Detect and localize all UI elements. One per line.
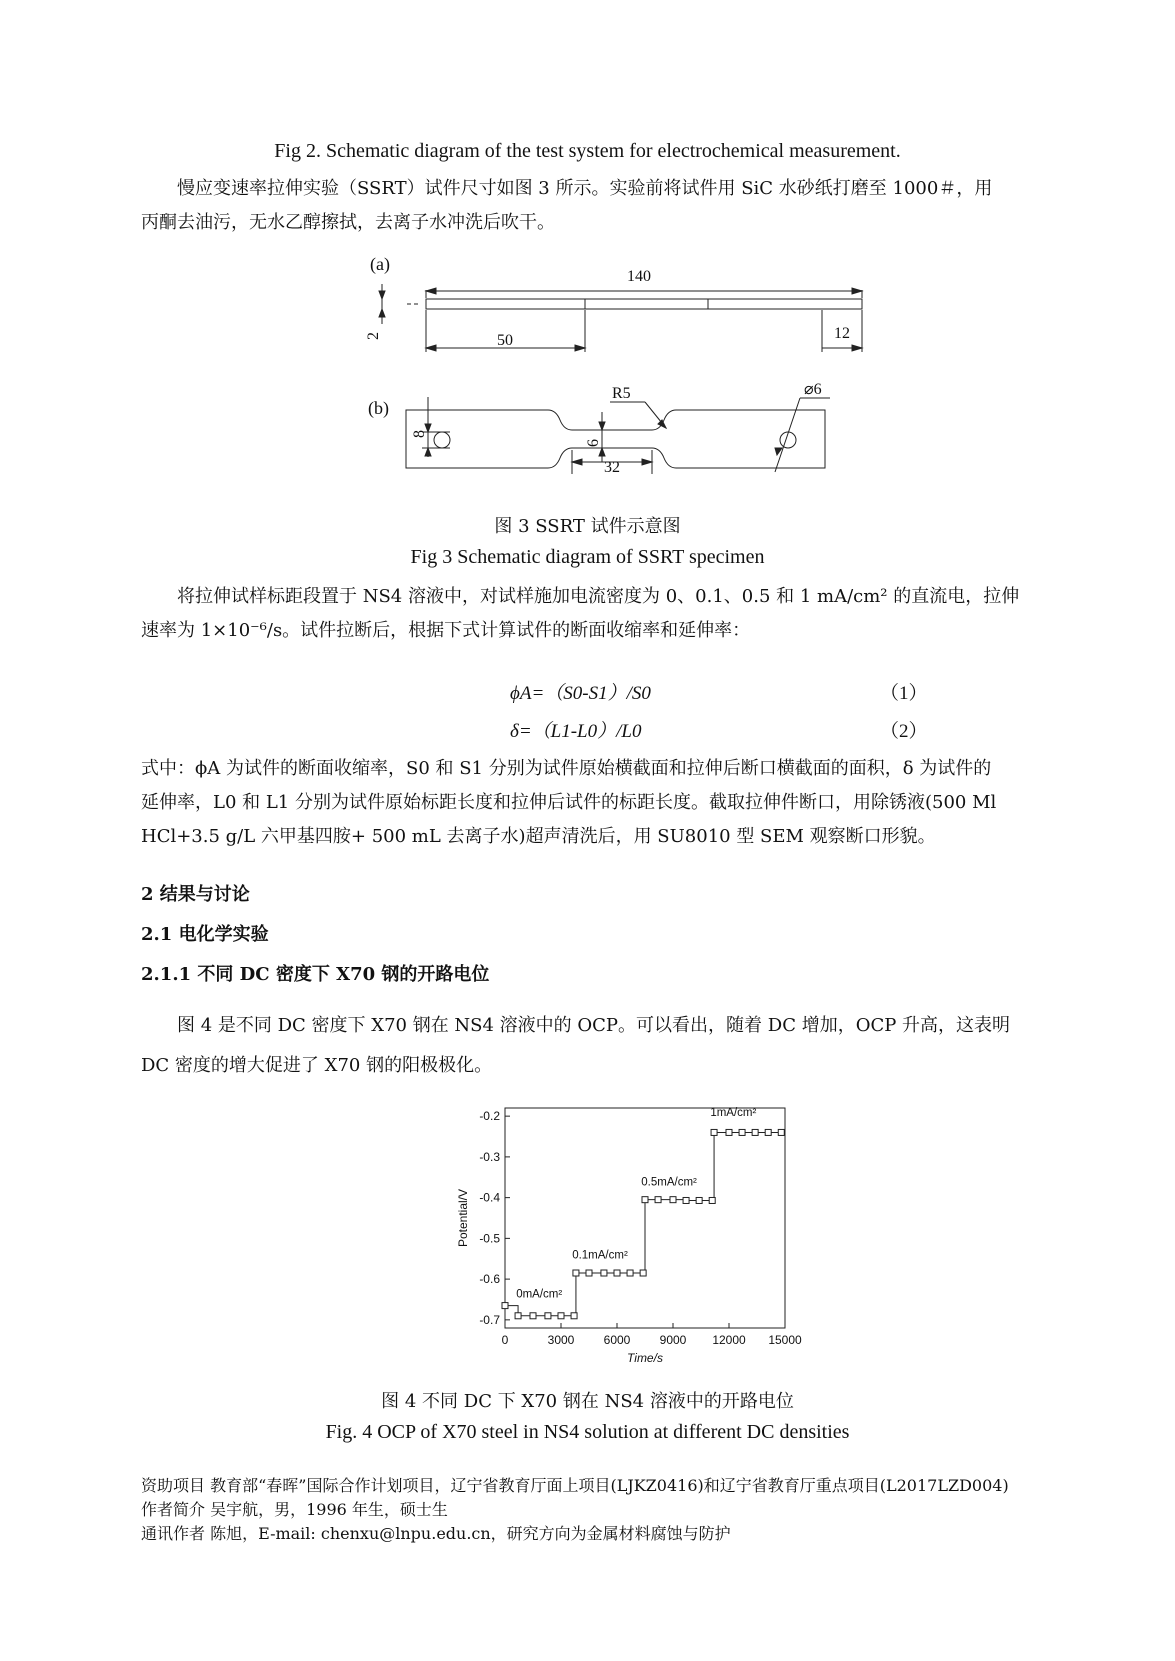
para1-line1: 慢应变速率拉伸实验（SSRT）试件尺寸如图 3 所示。实验前将试件用 SiC 水砂纸打磨至 1000＃，用 [177,178,993,199]
heading-section-2: 2 结果与讨论 [141,884,250,905]
series-annotation: 1mA/cm² [710,1107,757,1120]
data-point [670,1197,676,1203]
y-axis-label: Potential/V [456,1188,470,1248]
fig3-caption-en: Fig 3 Schematic diagram of SSRT specimen [410,546,765,568]
y-tick-label: -0.2 [479,1109,500,1124]
paragraph-test-conditions [141,580,1101,648]
data-point [573,1270,579,1276]
dim-8: 8 [411,430,428,438]
data-point [558,1313,564,1319]
dim-phi6: ⌀6 [804,381,822,398]
paragraph-ocp-results [141,1006,1101,1086]
x-tick-label: 12000 [712,1333,746,1347]
paragraph-symbol-definitions [141,752,1101,854]
fig2-caption: Fig 2. Schematic diagram of the test system for electrochemical measurement. [274,140,901,162]
y-tick-label: -0.4 [479,1190,500,1205]
dim-2: 2 [365,332,382,340]
dim-6: 6 [585,439,602,447]
data-point [765,1129,771,1135]
para2-line2: 速率为 1×10⁻⁶/s。试件拉断后，根据下式计算试件的断面收缩率和延伸率： [141,620,751,641]
series-annotation: 0mA/cm² [516,1288,563,1301]
footnote-author-info: 作者简介 吴宇航，男，1996 年生，硕士生 [141,1500,448,1519]
equation-1: ϕA=（S0-S1）/S0 [510,683,651,704]
equation-2: δ=（L1-L0）/L0 [510,721,642,742]
data-point [752,1129,758,1135]
fig4-ocp-chart [455,1100,825,1370]
fig4-caption-en: Fig. 4 OCP of X70 steel in NS4 solution at different DC densities [325,1421,850,1443]
fig4-caption-cn: 图 4 不同 DC 下 X70 钢在 NS4 溶液中的开路电位 [381,1391,794,1412]
data-point [711,1129,717,1135]
data-point [614,1270,620,1276]
equation-1-number: （1） [880,683,928,704]
specimen-hole-left [434,432,450,448]
fig3-label-a: (a) [370,254,390,274]
data-point [586,1270,592,1276]
dim-140: 140 [627,268,651,285]
y-tick-label: -0.7 [479,1312,500,1327]
dim-32: 32 [604,459,620,476]
data-point [515,1313,521,1319]
data-point [627,1270,633,1276]
data-point [530,1313,536,1319]
series-annotation: 0.5mA/cm² [641,1176,697,1189]
dim-R5: R5 [612,385,631,402]
data-point [709,1197,715,1203]
data-point [601,1270,607,1276]
data-point [545,1313,551,1319]
dim-50: 50 [497,332,513,349]
dim-12: 12 [834,325,850,342]
data-point [726,1129,732,1135]
para3-line2: 延伸率，L0 和 L1 分别为试件原始标距长度和拉伸后试件的标距长度。截取拉伸件断口，用除锈液(500 Ml [141,792,997,813]
footnote-corresponding-author: 通讯作者 陈旭，E-mail: chenxu@lnpu.edu.cn，研究方向为金属材料腐蚀与防护 [141,1524,731,1543]
data-point [696,1197,702,1203]
specimen-a-body [426,299,862,309]
data-point [502,1303,508,1309]
x-axis-label: Time/s [627,1351,663,1365]
data-point [571,1313,577,1319]
data-point [655,1197,661,1203]
fig3-caption-cn: 图 3 SSRT 试件示意图 [494,516,681,537]
fig3-specimen-drawing [365,254,880,512]
para3-line1: 式中：ϕA 为试件的断面收缩率，S0 和 S1 分别为试件原始横截面和拉伸后断口横截面的面积，δ 为试件的 [141,758,992,779]
data-point [640,1270,646,1276]
equation-2-number: （2） [880,721,928,742]
y-tick-label: -0.3 [479,1149,500,1164]
para1-line2: 丙酮去油污，无水乙醇擦拭，去离子水冲洗后吹干。 [141,212,555,233]
para4-line1: 图 4 是不同 DC 密度下 X70 钢在 NS4 溶液中的 OCP。可以看出，随着 DC 增加，OCP 升高，这表明 [177,1015,1011,1036]
data-point [683,1197,689,1203]
x-tick-label: 0 [501,1333,509,1347]
heading-section-2-1: 2.1 电化学实验 [141,924,269,945]
x-tick-label: 3000 [547,1333,575,1347]
para3-line3: HCl+3.5 g/L 六甲基四胺+ 500 mL 去离子水)超声清洗后，用 SU8010 型 SEM 观察断口形貌。 [141,826,936,847]
fig3-label-b: (b) [368,398,389,418]
heading-section-2-1-1: 2.1.1 不同 DC 密度下 X70 钢的开路电位 [141,964,490,985]
x-tick-label: 6000 [603,1333,631,1347]
x-tick-label: 15000 [768,1333,802,1347]
para4-line2: DC 密度的增大促进了 X70 钢的阳极极化。 [141,1055,493,1076]
data-point [642,1197,648,1203]
y-tick-label: -0.5 [479,1231,500,1246]
x-tick-label: 9000 [659,1333,687,1347]
footnote-funding: 资助项目 教育部“春晖”国际合作计划项目，辽宁省教育厅面上项目(LJKZ0416)和辽宁省教育厅重点项目(L2017LZD004) [141,1476,1009,1495]
data-point [739,1129,745,1135]
paragraph-ssrt-preparation [141,172,1101,240]
para2-line1: 将拉伸试样标距段置于 NS4 溶液中，对试样施加电流密度为 0、0.1、0.5 和 1 mA/cm² 的直流电，拉伸 [177,586,1020,607]
y-tick-label: -0.6 [479,1272,500,1287]
series-annotation: 0.1mA/cm² [572,1249,628,1262]
data-point [778,1129,784,1135]
